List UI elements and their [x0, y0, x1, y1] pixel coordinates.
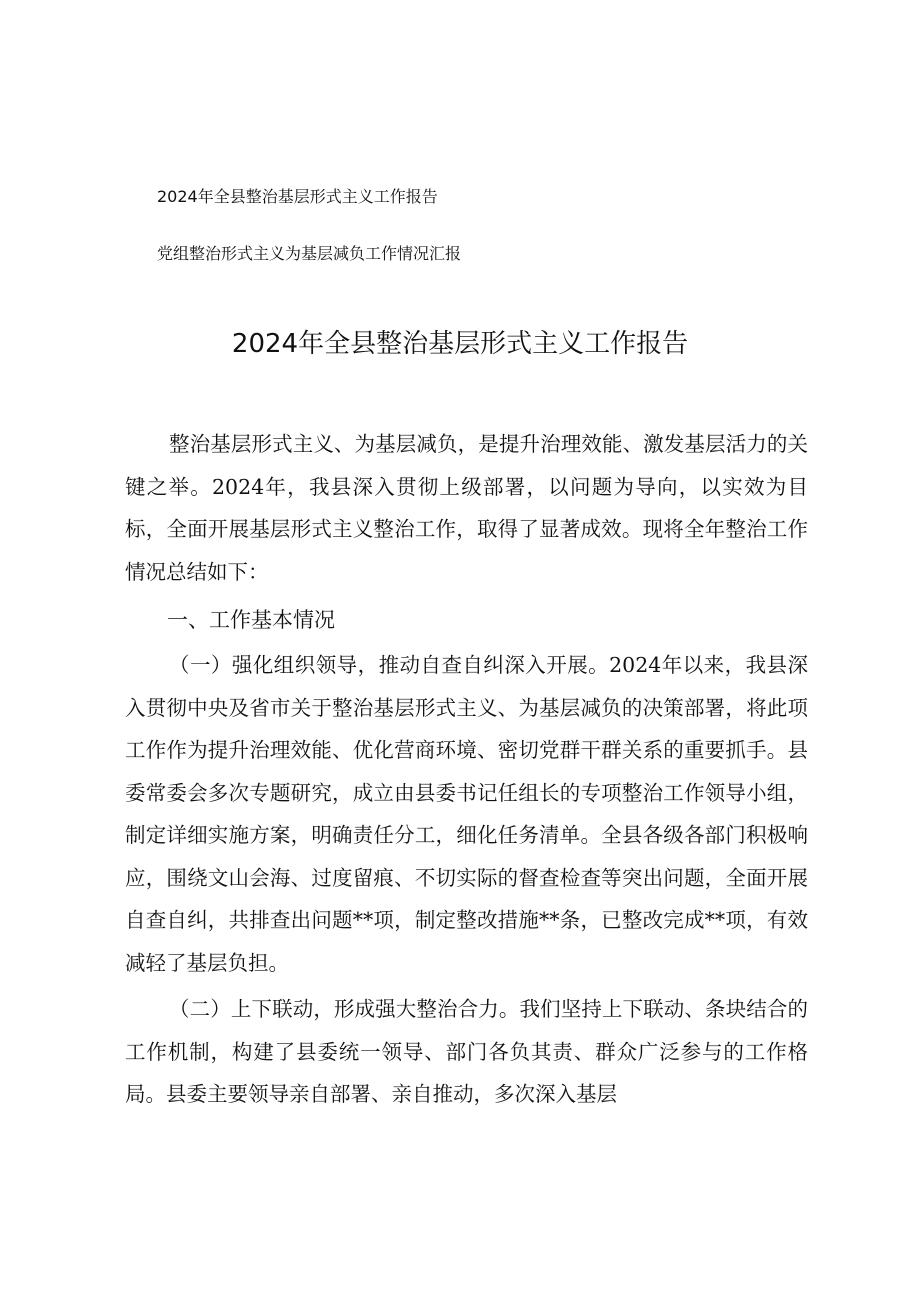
document-title: 2024年全县整治基层形式主义工作报告: [231, 329, 689, 359]
paragraph-joint-efforts: （二）上下联动，形成强大整治合力。我们坚持上下联动、条块结合的工作机制，构建了县委统一领导、部门各负其责、群众广泛参与的工作格局。县委主要领导亲自部署、亲自推动，多次深入基层: [125, 997, 808, 1106]
toc-entry-annual-report: 2024年全县整治基层形式主义工作报告: [157, 187, 438, 206]
paragraph-organization-leadership: （一）强化组织领导，推动自查自纠深入开展。2024年以来，我县深入贯彻中央及省市关于整治基层形式主义、为基层减负的决策部署，将此项工作作为提升治理效能、优化营商环境、密切党群干群关系的重要抓手。县委常委会多次专题研究，成立由县委书记任组长的专项整治工作领导小组，制定详细实施方案，明确责任分工，细化任务清单。全县各级各部门积极响应，围绕文山会海、过度留痕、不切实际的督查检查等突出问题，全面开展自查自纠，共排查出问题**项，制定整改措施**条，已整改完成**项，有效减轻了基层负担。: [125, 653, 808, 975]
toc-entry-party-group-report: 党组整治形式主义为基层减负工作情况汇报: [157, 244, 462, 263]
section-heading-basic-situation: 一、工作基本情况: [167, 608, 335, 632]
intro-paragraph: 整治基层形式主义、为基层减负，是提升治理效能、激发基层活力的关键之举。2024年，我县深入贯彻上级部署，以问题为导向，以实效为目标，全面开展基层形式主义整治工作，取得了显著成效。现将全年整治工作情况总结如下：: [125, 432, 808, 584]
